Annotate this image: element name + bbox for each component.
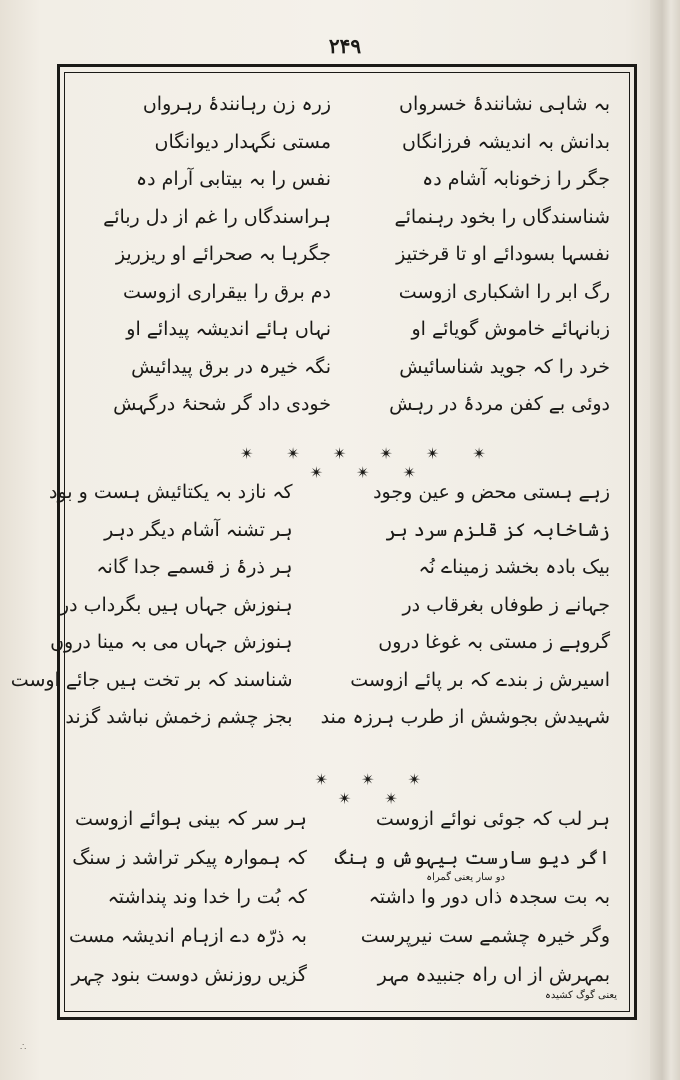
verse-line: بہ بت سجدہ ذاں دور وا داشتہ — [368, 886, 610, 908]
verse-line: وگر خیرہ چشمے ست نیرپرست — [360, 925, 610, 947]
verse-line: شہیدش بجوشش از طرب ہرزہ مند — [320, 706, 610, 728]
verse-line: رگ ابر را اشکباری ازوست — [398, 280, 610, 303]
verse-line: خرد را کہ جوید شناسائیش — [399, 355, 610, 378]
verse-line: ہر تشنہ آشام دیگر دہر — [104, 518, 293, 541]
verse-line: بدانش بہ اندیشہ فرزانگاں — [401, 130, 610, 153]
verse-line: خودی داد گر شحنۂ درگہش — [113, 393, 331, 415]
verse-line: دوئی بے کفن مردۂ در رہش — [389, 393, 610, 415]
verse-line: نفسہا بسودائے او تا قرختیز — [396, 243, 610, 265]
verse-line: کہ نازد بہ یکتائیش ہست و بود — [49, 481, 293, 503]
verse-line: اگر دیو سارست بیہوش و ہنگ — [334, 847, 610, 869]
verse-line: بجز چشم زخمش نباشد گزند — [65, 706, 293, 728]
stanza-3 — [69, 800, 610, 995]
verse-line: زبانہائے خاموش گویائے او — [411, 318, 610, 340]
verse-line: نگہ خیرہ در برق پیدائیش — [131, 355, 331, 378]
verse-line: اسیرش ز بندے کہ بر پائے ازوست — [350, 668, 610, 691]
verse-line: گروہے ز مستی بہ غوغا دروں — [378, 631, 610, 653]
verse-line: نہاں ہائے اندیشہ پیدائے او — [126, 318, 331, 340]
verse-line: جگرہا بہ صحرائے او ریزریز — [115, 243, 331, 265]
verse-line: بمہرش از اں راہ جنبیدہ مہر — [377, 964, 610, 986]
stanza-2 — [10, 474, 610, 737]
footnote: یعنی گوگ کشیدہ — [545, 990, 618, 1001]
verse-line: ہر سر کہ بینی ہوائے ازوست — [75, 808, 307, 830]
verse-line: زشاخابہ کز قلزم سرد ہر — [385, 518, 610, 541]
verse-line: بہ ذرّہ دے ازہام اندیشہ مست — [69, 925, 307, 947]
verse-line: شناسند کہ بر تخت ہیں جائے اوست — [10, 668, 293, 691]
verse-line: ہنوزش جہاں ہیں بگرداب در — [59, 593, 293, 616]
stanza-divider: ✴ ✴ ✴ ✴ ✴ — [314, 770, 436, 808]
verse-line: نفس را بہ بیتابی آرام دہ — [136, 168, 331, 190]
verse-line: کہ ہموارہ پیکر تراشد ز سنگ — [72, 847, 307, 869]
verse-line: ہراسندگاں را غم از دل ربائے — [103, 205, 331, 228]
verse-line: زرہ زن رہانندۂ رہرواں — [142, 93, 331, 115]
verse-line: جگر را زخونابہ آشام دہ — [422, 168, 610, 190]
verse-line: جہانے ز طوفاں بغرقاب در — [402, 593, 610, 616]
stanza-1 — [80, 86, 610, 424]
verse-line: ہر لب کہ جوئی نوائے ازوست — [375, 808, 610, 830]
verse-line: ہر ذرۂ ز قسمے جدا گانہ — [96, 556, 293, 578]
verse-line: شناسندگاں را بخود رہنمائے — [394, 205, 610, 228]
verse-line: کہ بُت را خدا وند پنداشتہ — [107, 886, 307, 908]
page-number: ۲۴۹ — [328, 34, 362, 58]
verse-line: مستی نگہدار دیوانگاں — [154, 130, 331, 153]
verse-line: گزیں روزنش دوست بنود چہر — [71, 964, 307, 986]
verse-line: زہے ہستی محض و عین وجود — [373, 481, 610, 503]
verse-line: بیک بادہ بخشد زمیناے نُہ — [418, 556, 610, 578]
verse-line: ہنوزش جہاں می بہ مینا دروں — [50, 631, 293, 653]
book-spine — [650, 0, 680, 1080]
interlinear-note: دو سار یعنی گمراہ — [426, 872, 505, 883]
verse-line: بہ شاہی نشانندۂ خسرواں — [399, 93, 610, 115]
stanza-divider: ✴ ✴ ✴ ✴ ✴ ✴ ✴ ✴ ✴ — [240, 444, 500, 482]
stray-ink-mark: ∴ — [20, 1042, 27, 1053]
verse-line: دم برق را بیقراری ازوست — [123, 280, 331, 303]
